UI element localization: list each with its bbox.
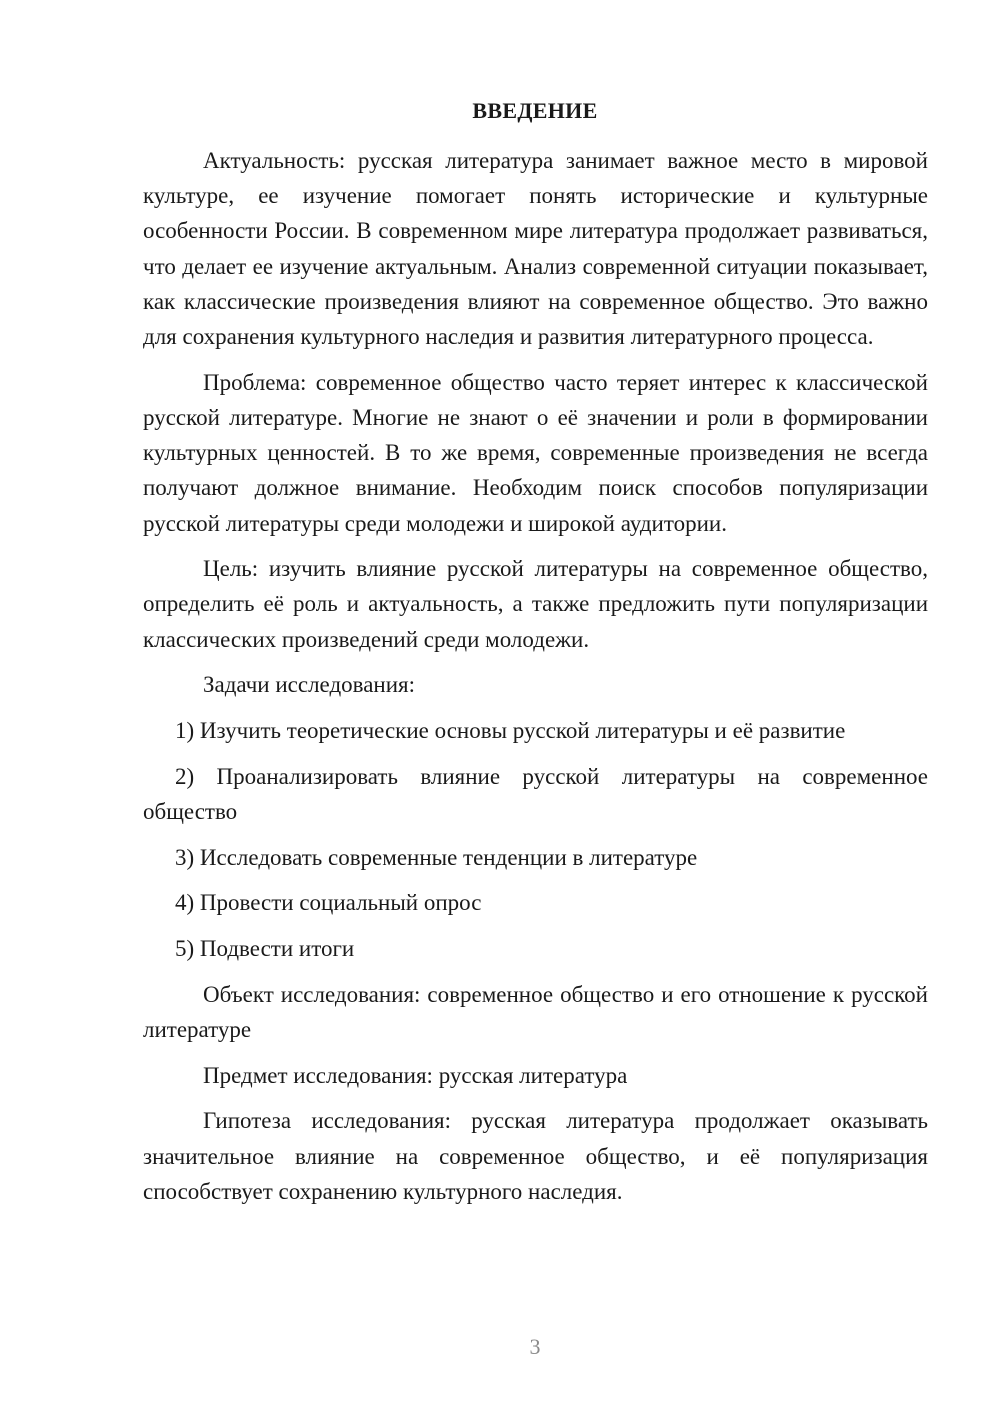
- paragraph-hypothesis: Гипотеза исследования: русская литература продолжает оказывать значительное влияние на современное общество, и её популяризация способствует сохранению культурного наследия.: [143, 1108, 928, 1204]
- paragraph-relevance: Актуальность: русская литература занимает важное место в мировой культуре, ее изучение помогает понять исторические и культурные особенности России. В современном мире литература продолжает развиваться, что делает ее изучение актуальным. Анализ современной ситуации показывает, как классические произведения влияют на современное общество. Это важно для сохранения культурного наследия и развития литературного процесса.: [143, 148, 928, 350]
- paragraph-goal: Цель: изучить влияние русской литературы на современное общество, определить её роль и актуальность, а также предложить пути популяризации классических произведений среди молодежи.: [143, 556, 928, 652]
- task-item-1: 1) Изучить теоретические основы русской литературы и её развитие: [175, 718, 846, 744]
- task-item-5: 5) Подвести итоги: [175, 936, 355, 962]
- paragraph-tasks-heading: Задачи исследования:: [203, 672, 416, 698]
- paragraph-object: Объект исследования: современное общество и его отношение к русской литературе: [143, 981, 928, 1042]
- paragraph-subject: Предмет исследования: русская литература: [203, 1062, 628, 1088]
- task-item-3: 3) Исследовать современные тенденции в литературе: [175, 844, 698, 870]
- paragraph-problem: Проблема: современное общество часто теряет интерес к классической русской литературе. Многие не знают о её значении и роли в формировании культурных ценностей. В то же время, современные произведения не всегда получают должное внимание. Необходим поиск способов популяризации русской литературы среди молодежи и широкой аудитории.: [143, 369, 928, 536]
- document-body: [143, 143, 928, 1219]
- task-item-2: 2) Проанализировать влияние русской литературы на современное общество: [143, 763, 928, 824]
- task-item-4: 4) Провести социальный опрос: [175, 890, 482, 916]
- section-title: ВВЕДЕНИЕ: [472, 98, 598, 123]
- page-number: 3: [529, 1334, 541, 1359]
